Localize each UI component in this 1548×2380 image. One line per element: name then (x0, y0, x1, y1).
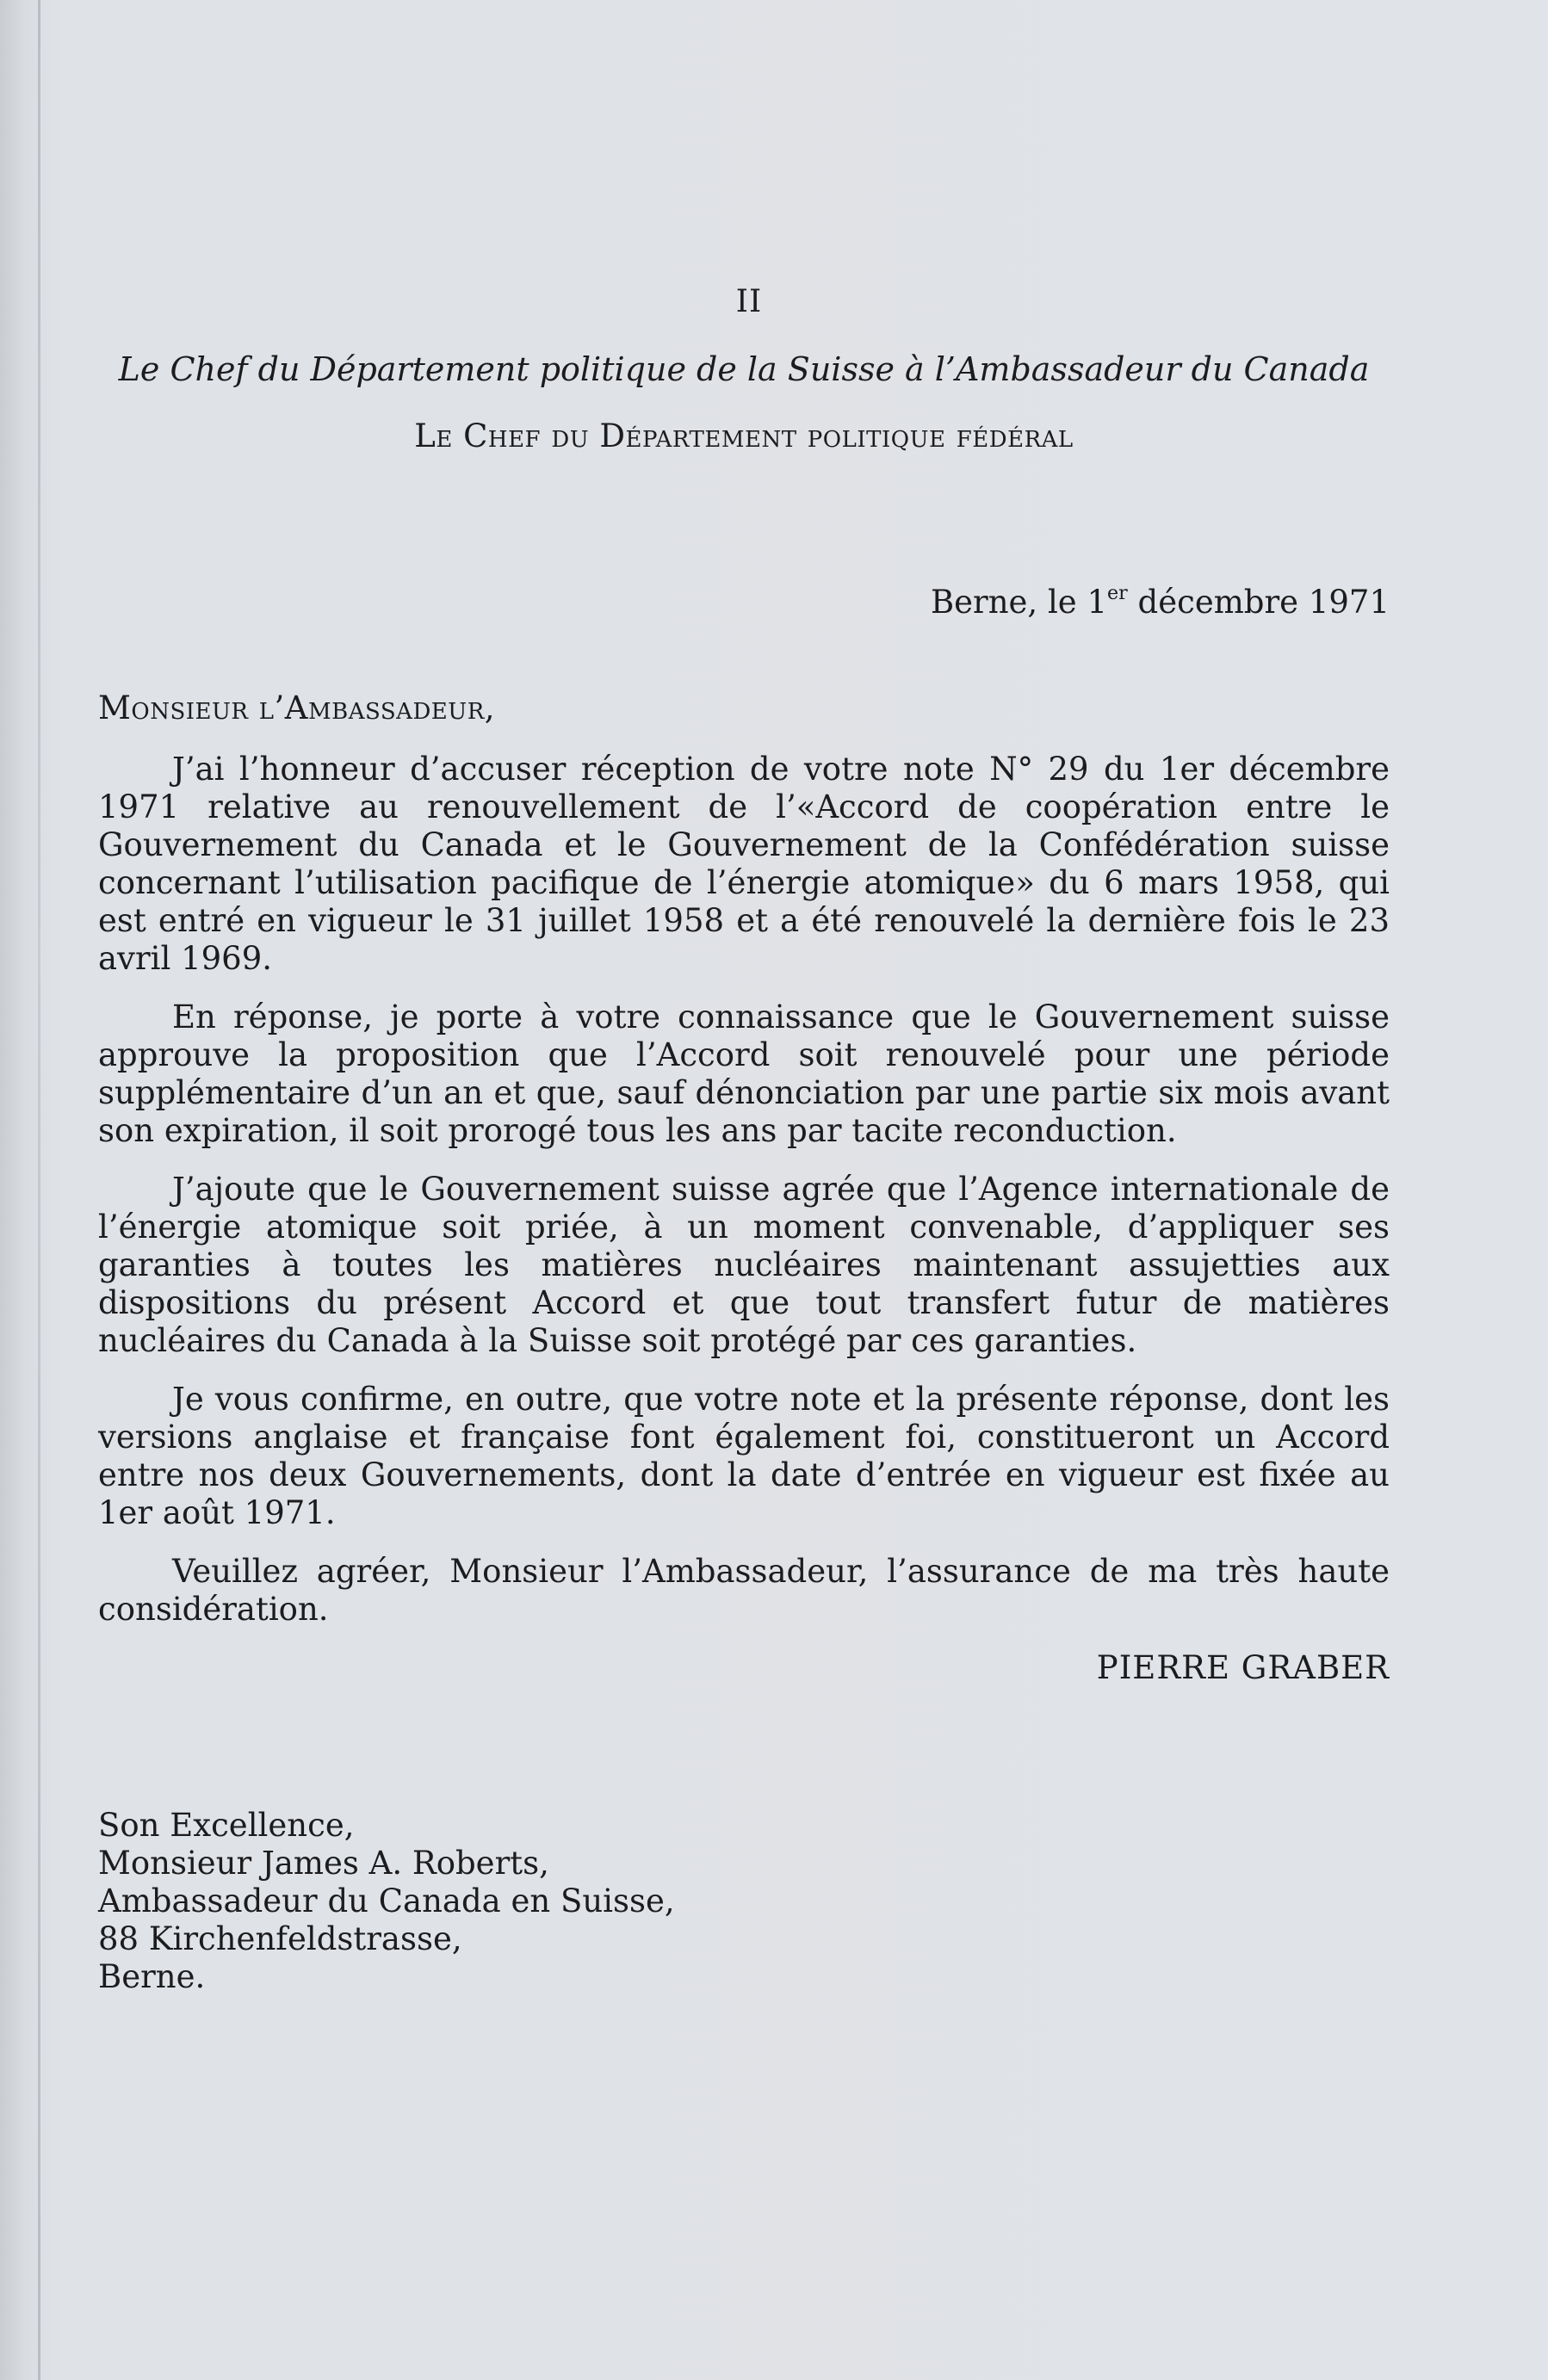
date-superscript: er (1107, 582, 1128, 604)
sender-title: Le Chef du Département politique fédéral (414, 417, 1074, 454)
letter-content (98, 284, 1390, 1996)
body-paragraph-4: Je vous confirme, en outre, que votre note et la présente réponse, dont les versions anglaise et française font également foi, constitueront un Accord entre nos deux Gouvernements, dont la date d’entrée en vigueur est fixée au 1er août 1971. (98, 1381, 1390, 1531)
date-prefix: Berne, le 1 (930, 584, 1107, 621)
body-paragraph-3: J’ajoute que le Gouvernement suisse agrée que l’Agence internationale de l’énergie atomique soit priée, à un moment convenable, d’appliquer ses garanties à toutes les matières nucléaires maintenant assujetties aux dispositions du présent Accord et que tout transfert futur de matières nucléaires du Canada à la Suisse soit protégé par ces garanties. (98, 1171, 1390, 1359)
address-line-4: 88 Kirchenfeldstrasse, (98, 1920, 462, 1957)
signature: PIERRE GRABER (1096, 1649, 1390, 1686)
page-gutter-shadow (38, 0, 40, 2380)
body-paragraph-5: Veuillez agréer, Monsieur l’Ambassadeur, l’assurance de ma très haute considération. (98, 1553, 1390, 1628)
section-numeral: II (735, 284, 763, 319)
date-line (98, 584, 1390, 621)
address-line-2: Monsieur James A. Roberts, (98, 1845, 549, 1882)
body-paragraph-1: J’ai l’honneur d’accuser réception de votre note N° 29 du 1er décembre 1971 relative au renouvellement de l’«Accord de coopération entre le Gouvernement du Canada et le Gouvernement de la Confédération suisse concernant l’utilisation pacifique de l’énergie atomique» du 6 mars 1958, qui est entré en vigueur le 31 juillet 1958 et a été renouvelé la dernière fois le 23 avril 1969. (98, 751, 1390, 977)
letter-heading: Le Chef du Département politique de la Suisse à l’Ambassadeur du Canada (118, 350, 1370, 388)
recipient-address (98, 1807, 1390, 1996)
address-line-5: Berne. (98, 1958, 206, 1995)
address-line-1: Son Excellence, (98, 1807, 355, 1844)
body-paragraph-2: En réponse, je porte à votre connaissance que le Gouvernement suisse approuve la proposition que l’Accord soit renouvelé pour une période supplémentaire d’un an et que, sauf dénonciation par une partie six mois avant son expiration, il soit prorogé tous les ans par tacite reconduction. (98, 998, 1390, 1149)
salutation: Monsieur l’Ambassadeur, (98, 689, 496, 726)
date-suffix: décembre 1971 (1127, 584, 1390, 621)
address-line-3: Ambassadeur du Canada en Suisse, (98, 1882, 675, 1919)
